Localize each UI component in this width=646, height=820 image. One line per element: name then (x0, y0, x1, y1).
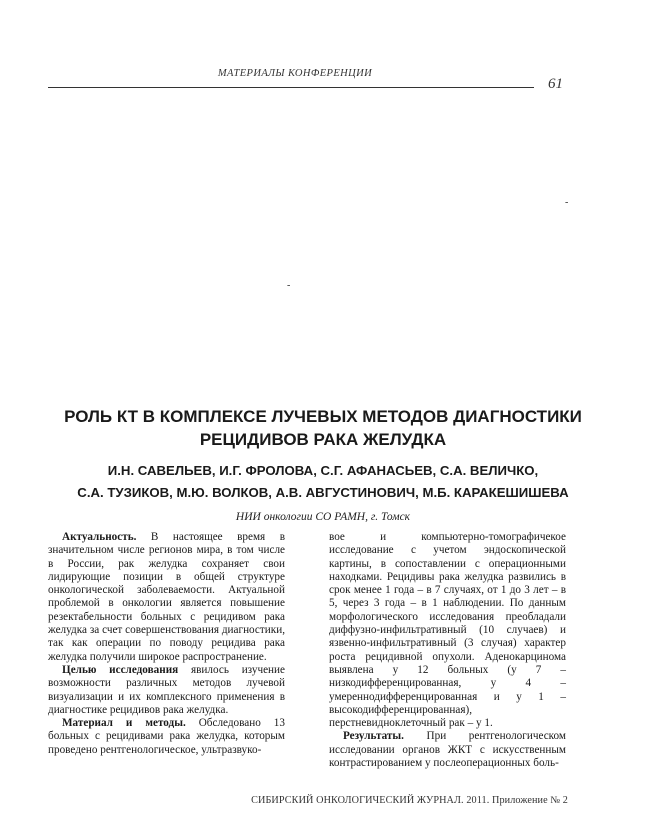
left-column (48, 531, 285, 757)
paragraph-lead: Целью исследования (62, 663, 179, 676)
right-column (329, 531, 566, 770)
journal-footer: СИБИРСКИЙ ОНКОЛОГИЧЕСКИЙ ЖУРНАЛ. 2011. Приложение № 2 (251, 795, 568, 806)
paragraph-text: При рентгенологическом исследовании органов ЖКТ с искусственным контрастированием у послеоперационных боль- (329, 730, 566, 770)
title-line: РЕЦИДИВОВ РАКА ЖЕЛУДКА (199, 430, 447, 449)
paragraph-text: В настоящее время в значительном числе регионов мира, в том числе в России, рак желудка сохраняет свои лидирующие позиции в общей структуре онкологической заболеваемости. Актуальной проблемой в онкологии является повышение резектабельности больных с рецидивом рака желудка за счет совершенствования диагностики, так как операции по поводу рецидива рака желудка получили широкое распространение. (48, 531, 285, 663)
paragraph-aim (48, 664, 285, 717)
author-line: И.Н. САВЕЛЬЕВ, И.Г. ФРОЛОВА, С.Г. АФАНАСЬЕВ, С.А. ВЕЛИЧКО, (107, 463, 539, 478)
article-title (0, 405, 646, 451)
author-list (0, 460, 646, 504)
paragraph-lead: Материал и методы. (62, 717, 186, 730)
author-line: С.А. ТУЗИКОВ, М.Ю. ВОЛКОВ, А.В. АВГУСТИНОВИЧ, М.Б. КАРАКЕШИШЕВА (77, 485, 569, 500)
paragraph-relevance (48, 531, 285, 664)
stray-mark: - (287, 280, 291, 291)
paragraph-text: Обследовано 13 больных с рецидивами рака желудка, которым проведено рентгенологическое, ультразвуко- (48, 717, 285, 756)
header-rule (48, 87, 534, 88)
stray-mark: - (565, 197, 569, 208)
paragraph-lead: Результаты. (343, 730, 404, 743)
paragraph-lead: Актуальность. (62, 531, 137, 543)
paragraph-results (329, 730, 566, 770)
page-number: 61 (548, 76, 563, 92)
affiliation: НИИ онкологии СО РАМН, г. Томск (235, 511, 411, 523)
title-line: РОЛЬ КТ В КОМПЛЕКСЕ ЛУЧЕВЫХ МЕТОДОВ ДИАГНОСТИКИ (64, 407, 582, 426)
running-head: МАТЕРИАЛЫ КОНФЕРЕНЦИИ (217, 68, 373, 79)
paragraph-methods-cont: вое и компьютерно-томографичекое исследование с учетом эндоскопической картины, в сопоставлении с операционными находками. Рецидивы рака желудка развились в срок менее 1 года – в 7 случаях, от 1 до 3 лет – в 5, через 3 года – в 1 наблюдении. По данным морфологического исследования преобладали диффузно-инфильтративный (10 случаев) и язвенно-инфильтративный (3 случая) характер роста рецидивной опухоли. Аденокарцинома выявлена у 12 больных (у 7 – низкодифференцированная, у 4 – умереннодифференцированная и у 1 – высокодифференцированная), перстневидноклеточный рак – у 1. (329, 531, 566, 730)
paragraph-text: явилось изучение возможности различных методов лучевой визуализации и их комплексного применения в диагностике рецидивов рака желудка. (48, 663, 285, 716)
paragraph-methods (48, 717, 285, 757)
